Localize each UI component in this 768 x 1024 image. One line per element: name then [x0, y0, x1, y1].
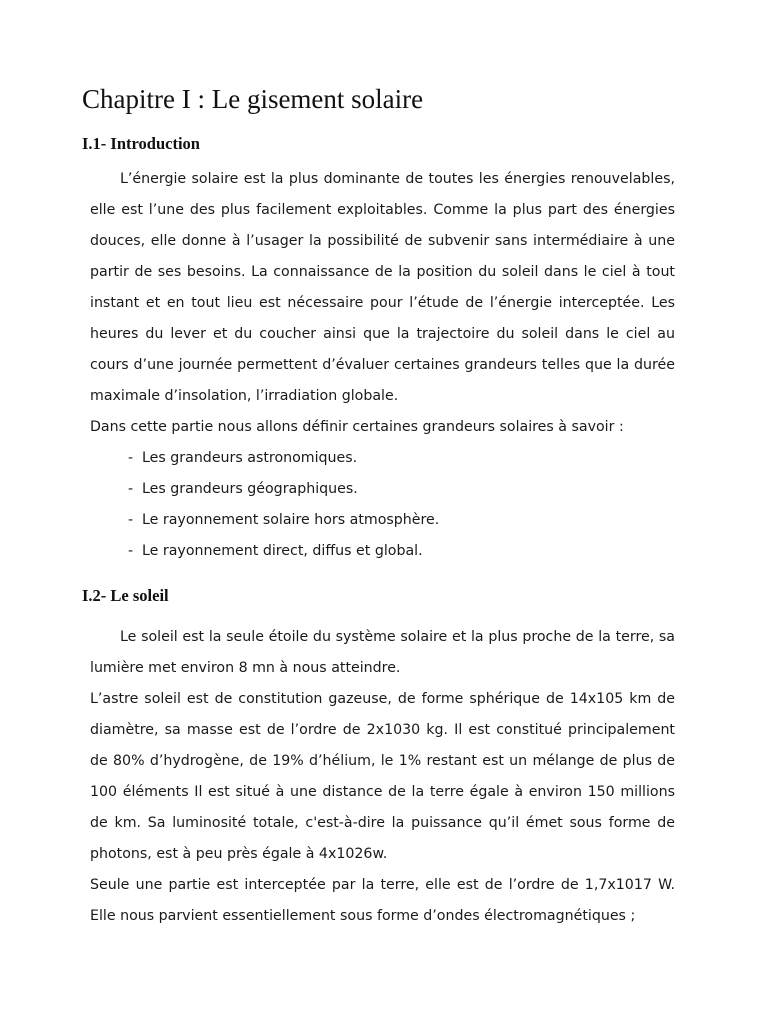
list-item	[128, 505, 675, 536]
section-heading-soleil: I.2- Le soleil	[82, 586, 169, 605]
paragraph: L’astre soleil est de constitution gazeuse, de forme sphérique de 14x105 km de diamètre, sa masse est de l’ordre de 2x1030 kg. Il est constitué principalement de 80% d’hydrogène, de 19% d’hélium, le 1% restant est un mélange de plus de 100 éléments Il est situé à une distance de la terre égale à environ 150 millions de km. Sa luminosité totale, c'est-à-dire la puissance qu’il émet sous forme de photons, est à peu près égale à 4x1026w.	[90, 691, 675, 862]
list-item	[128, 443, 675, 474]
paragraph: L’énergie solaire est la plus dominante de toutes les énergies renouvelables, elle est l’une des plus facilement exploitables. Comme la plus part des énergies douces, elle donne à l’usager la possibilité de subvenir sans intermédiaire à une partir de ses besoins. La connaissance de la position du soleil dans le ciel à tout instant et en tout lieu est nécessaire pour l’étude de l’énergie interceptée. Les heures du lever et du coucher ainsi que la trajectoire du soleil dans le ciel au cours d’une journée permettent d’évaluer certaines grandeurs telles que la durée maximale d’insolation, l’irradiation globale.	[90, 171, 675, 404]
soleil-body	[90, 622, 675, 932]
list-item	[128, 536, 675, 567]
list-item-text: Les grandeurs astronomiques.	[142, 450, 358, 466]
paragraph: Dans cette partie nous allons définir certaines grandeurs solaires à savoir :	[90, 419, 624, 435]
dash-bullet-icon: -	[128, 512, 134, 528]
section-heading-introduction: I.1- Introduction	[82, 134, 200, 153]
list-item	[128, 474, 675, 505]
list-item-text: Le rayonnement solaire hors atmosphère.	[142, 512, 440, 528]
dash-bullet-icon: -	[128, 481, 134, 497]
paragraph: Seule une partie est interceptée par la terre, elle est de l’ordre de 1,7x1017 W. Elle nous parvient essentiellement sous forme d’ondes électromagnétiques ;	[90, 877, 675, 924]
list-item-text: Les grandeurs géographiques.	[142, 481, 358, 497]
dash-bullet-icon: -	[128, 450, 134, 466]
bullet-list	[90, 443, 675, 567]
dash-bullet-icon: -	[128, 543, 134, 559]
list-item-text: Le rayonnement direct, diffus et global.	[142, 543, 423, 559]
paragraph: Le soleil est la seule étoile du système solaire et la plus proche de la terre, sa lumière met environ 8 mn à nous atteindre.	[90, 629, 675, 676]
chapter-title: Chapitre I : Le gisement solaire	[82, 84, 424, 114]
introduction-body	[90, 164, 675, 567]
